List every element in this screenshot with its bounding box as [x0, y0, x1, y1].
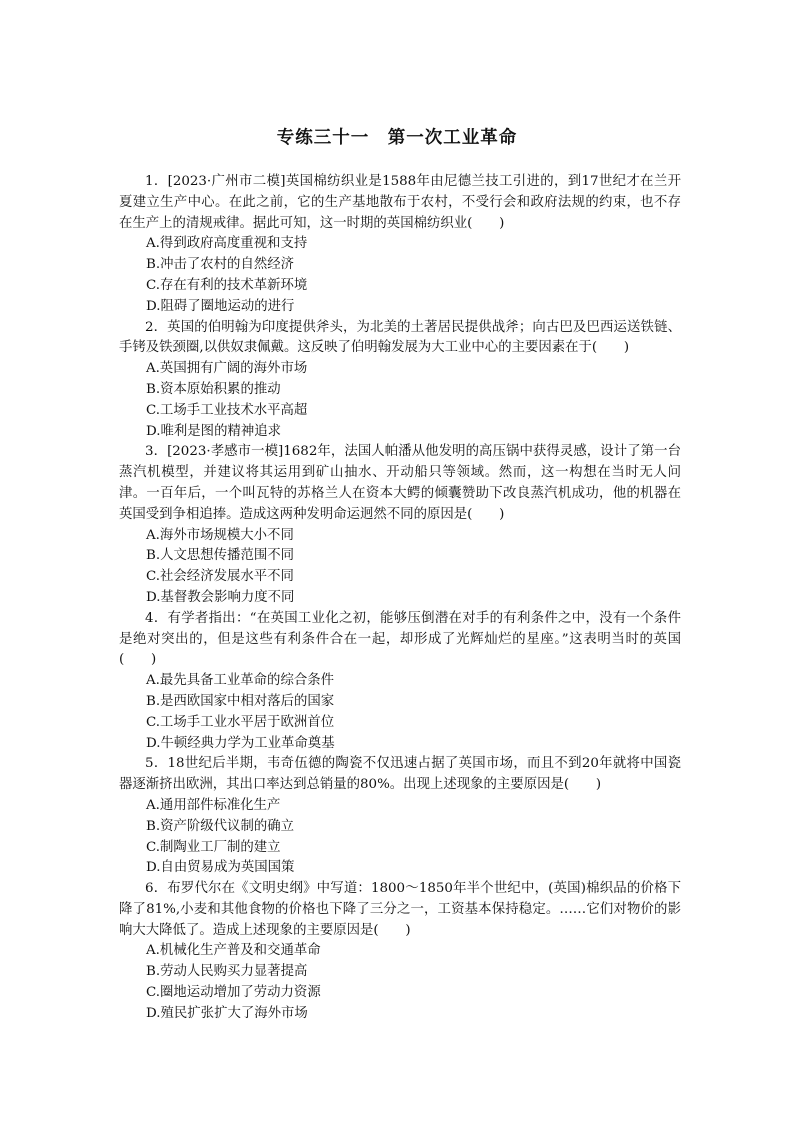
- option-d: D.基督教会影响力度不同: [146, 589, 295, 605]
- option-b: B.冲击了农村的自然经济: [146, 257, 295, 273]
- question-3: [119, 442, 681, 608]
- option-d: D.阻碍了圈地运动的进行: [146, 298, 295, 314]
- option-b: B.资产阶级代议制的确立: [146, 818, 295, 834]
- option-b: B.劳动人民购买力显著提高: [146, 964, 308, 980]
- option-b: B.人文思想传播范围不同: [146, 548, 295, 564]
- option-c: C.圈地运动增加了劳动力资源: [146, 985, 321, 1001]
- option-a: A.最先具备工业革命的综合条件: [146, 673, 335, 689]
- question-stem: 6．布罗代尔在《文明史纲》中写道：1800～1850年半个世纪中，(英国)棉织品的价格下降了81%,小麦和其他食物的价格也下降了三分之一，工资基本保持稳定。……它们对物价的影响大大降低了。造成上述现象的主要原因是( ): [119, 881, 681, 938]
- option-a: A.机械化生产普及和交通革命: [146, 943, 321, 959]
- option-d: D.自由贸易成为英国国策: [146, 860, 295, 876]
- page-title: 专练三十一 第一次工业革命: [276, 128, 518, 148]
- option-c: C.制陶业工厂制的建立: [146, 839, 281, 855]
- question-stem: 3．[2023·孝感市一模]1682年，法国人帕潘从他发明的高压锅中获得灵感，设计了第一台蒸汽机模型，并建议将其运用到矿山抽水、开动船只等领域。然而，这一构想在当时无人问津。一百年后，一个叫瓦特的苏格兰人在资本大鳄的倾囊赞助下改良蒸汽机成功，他的机器在英国受到争相追捧。造成这两种发明命运迥然不同的原因是( ): [119, 444, 681, 522]
- option-a: A.英国拥有广阔的海外市场: [146, 361, 308, 377]
- question-6: [119, 879, 681, 1025]
- option-d: D.殖民扩张扩大了海外市场: [146, 1005, 308, 1021]
- question-stem: 1．[2023·广州市二模]英国棉纺织业是1588年由尼德兰技工引进的，到17世纪才在兰开夏建立生产中心。在此之前，它的生产基地散布于农村，不受行会和政府法规的约束，也不存在生产上的清规戒律。据此可知，这一时期的英国棉纺织业( ): [119, 174, 681, 231]
- option-a: A.海外市场规模大小不同: [146, 527, 294, 543]
- option-c: C.工场手工业技术水平高超: [146, 402, 308, 418]
- question-stem: 2．英国的伯明翰为印度提供斧头，为北美的土著居民提供战斧；向古巴及巴西运送铁链、手铐及铁颈圈,以供奴隶佩戴。这反映了伯明翰发展为大工业中心的主要因素在于( ): [119, 319, 681, 356]
- question-stem: 4．有学者指出：“在英国工业化之初，能够压倒潜在对手的有利条件之中，没有一个条件是绝对突出的，但是这些有利条件合在一起，却形成了光辉灿烂的星座。”这表明当时的英国( ): [119, 610, 681, 668]
- option-c: C.社会经济发展水平不同: [146, 569, 294, 585]
- question-1: [119, 172, 681, 318]
- question-stem: 5．18世纪后半期，韦奇伍德的陶瓷不仅迅速占据了英国市场，而且不到20年就将中国瓷器逐渐挤出欧洲，其出口率达到总销量的80%。出现上述现象的主要原因是( ): [119, 756, 681, 793]
- option-d: D.唯利是图的精神追求: [146, 423, 282, 439]
- question-4: [119, 609, 681, 755]
- option-c: C.存在有利的技术革新环境: [146, 277, 308, 293]
- option-d: D.牛顿经典力学为工业革命奠基: [146, 735, 335, 751]
- option-b: B.资本原始积累的推动: [146, 381, 281, 397]
- option-a: A.通用部件标准化生产: [146, 797, 281, 813]
- option-a: A.得到政府高度重视和支持: [146, 236, 308, 252]
- option-c: C.工场手工业水平居于欧洲首位: [146, 714, 335, 730]
- question-2: [119, 318, 681, 443]
- option-b: B.是西欧国家中相对落后的国家: [146, 693, 335, 709]
- question-list: [119, 172, 681, 1025]
- question-5: [119, 754, 681, 879]
